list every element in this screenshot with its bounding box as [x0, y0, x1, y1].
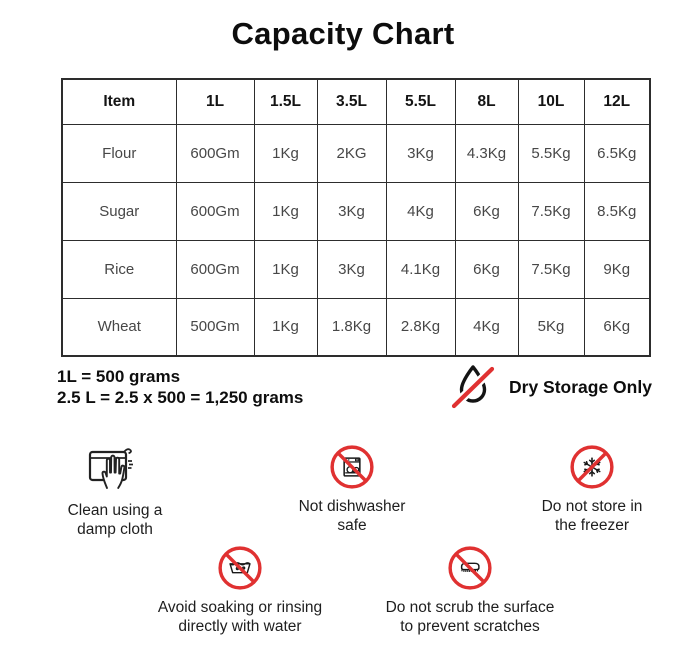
item-cell: Rice — [62, 240, 176, 298]
no-soaking-icon — [125, 545, 355, 591]
value-cell: 1Kg — [254, 182, 317, 240]
care-caption — [500, 497, 684, 535]
conversion-notes — [57, 366, 303, 408]
value-cell: 4.3Kg — [455, 124, 518, 182]
col-header-1l: 1L — [176, 79, 254, 124]
col-header-item: Item — [62, 79, 176, 124]
table-row-rice — [62, 240, 650, 298]
care-caption — [25, 501, 205, 539]
col-header-1-5l: 1.5L — [254, 79, 317, 124]
capacity-table — [61, 78, 651, 357]
care-item-no-scrub — [348, 545, 592, 636]
value-cell: 9Kg — [584, 240, 650, 298]
value-cell: 6.5Kg — [584, 124, 650, 182]
dry-storage-label: Dry Storage Only — [509, 376, 652, 397]
value-cell: 1Kg — [254, 240, 317, 298]
no-water-drop-icon — [447, 362, 499, 412]
no-freezer-icon — [500, 444, 684, 490]
care-caption — [348, 598, 592, 636]
value-cell: 5.5Kg — [518, 124, 584, 182]
value-cell: 1Kg — [254, 124, 317, 182]
col-header-12l: 12L — [584, 79, 650, 124]
care-caption-line2: to prevent scratches — [400, 618, 540, 635]
col-header-10l: 10L — [518, 79, 584, 124]
care-item-no-freezer — [500, 444, 684, 535]
item-cell: Wheat — [62, 298, 176, 356]
value-cell: 4Kg — [386, 182, 455, 240]
item-cell: Flour — [62, 124, 176, 182]
table-header-row — [62, 79, 650, 124]
col-header-8l: 8L — [455, 79, 518, 124]
col-header-5-5l: 5.5L — [386, 79, 455, 124]
care-item-no-dishwasher — [262, 444, 442, 535]
care-item-no-soaking — [125, 545, 355, 636]
care-caption-line2: the freezer — [554, 517, 630, 534]
value-cell: 3Kg — [317, 182, 386, 240]
page-title: Capacity Chart — [231, 16, 455, 51]
value-cell: 1.8Kg — [317, 298, 386, 356]
value-cell: 4.1Kg — [386, 240, 455, 298]
value-cell: 2.8Kg — [386, 298, 455, 356]
value-cell: 500Gm — [176, 298, 254, 356]
table-row-wheat — [62, 298, 650, 356]
care-caption-line1: Do not store in — [541, 498, 643, 515]
table-row-sugar — [62, 182, 650, 240]
col-header-3-5l: 3.5L — [317, 79, 386, 124]
value-cell: 6Kg — [455, 240, 518, 298]
value-cell: 600Gm — [176, 240, 254, 298]
damp-cloth-hand-icon — [25, 444, 205, 494]
item-cell: Sugar — [62, 182, 176, 240]
note-line-2: 2.5 L = 2.5 x 500 = 1,250 grams — [57, 388, 304, 407]
care-caption-line2: damp cloth — [77, 521, 153, 538]
value-cell: 3Kg — [386, 124, 455, 182]
table-row-flour — [62, 124, 650, 182]
no-scrub-icon — [348, 545, 592, 591]
value-cell: 6Kg — [584, 298, 650, 356]
value-cell: 8.5Kg — [584, 182, 650, 240]
no-dishwasher-icon — [262, 444, 442, 490]
care-caption — [262, 497, 442, 535]
care-caption-line1: Not dishwasher — [298, 498, 406, 515]
value-cell: 1Kg — [254, 298, 317, 356]
value-cell: 600Gm — [176, 182, 254, 240]
note-line-1: 1L = 500 grams — [57, 367, 181, 386]
care-caption-line2: safe — [337, 517, 367, 534]
value-cell: 4Kg — [455, 298, 518, 356]
value-cell: 2KG — [317, 124, 386, 182]
dry-storage-badge — [447, 362, 652, 412]
value-cell: 600Gm — [176, 124, 254, 182]
care-caption — [125, 598, 355, 636]
value-cell: 5Kg — [518, 298, 584, 356]
value-cell: 7.5Kg — [518, 182, 584, 240]
value-cell: 6Kg — [455, 182, 518, 240]
care-caption-line1: Do not scrub the surface — [385, 599, 555, 616]
care-item-damp-cloth — [25, 444, 205, 539]
value-cell: 7.5Kg — [518, 240, 584, 298]
care-caption-line2: directly with water — [178, 618, 302, 635]
care-caption-line1: Clean using a — [67, 502, 163, 519]
care-caption-line1: Avoid soaking or rinsing — [157, 599, 323, 616]
value-cell: 3Kg — [317, 240, 386, 298]
